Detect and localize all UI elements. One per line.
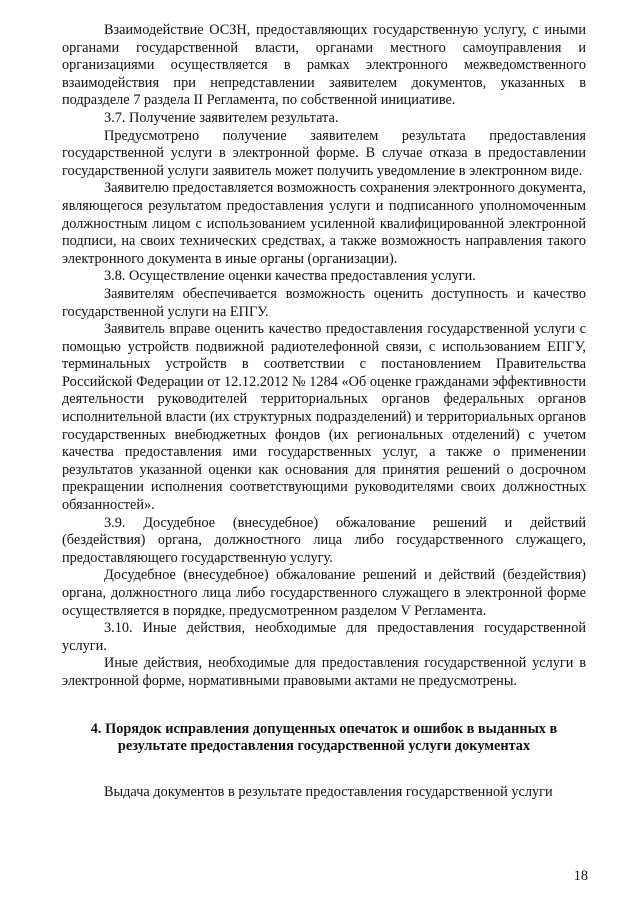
- paragraph-3-8-title: 3.8. Осуществление оценки качества предоставления услуги.: [104, 268, 476, 285]
- paragraph-3-10-title: 3.10. Иные действия, необходимые для предоставления государственной услуги.: [62, 620, 586, 654]
- paragraph-interaction: Взаимодействие ОСЗН, предоставляющих государственную услугу, с иными органами государственной власти, органами местного самоуправления и организациями осуществляется в рамках электронного межведомственного взаимодействия при непредставлении заявителем документов, указанных в подразделе 7 раздела II Регламента, по собственной инициативе.: [62, 22, 586, 109]
- paragraph-quality-epgu: Заявителям обеспечивается возможность оценить доступность и качество государственной услуги на ЕПГУ.: [62, 285, 586, 320]
- paragraph-appeal-electronic: Досудебное (внесудебное) обжалование решений и действий (бездействия) органа, должностного лица либо государственного служащего в электронной форме осуществляется в порядке, предусмотренном разделом V Регламента.: [62, 567, 586, 619]
- section-4-heading: 4. Порядок исправления допущенных опечаток и ошибок в выданных в результате предоставления государственной услуги документах: [90, 720, 558, 755]
- paragraph-other-actions: Иные действия, необходимые для предоставления государственной услуги в электронной форме, нормативными правовыми актами не предусмотрены.: [62, 655, 586, 689]
- paragraph-save-document: Заявителю предоставляется возможность сохранения электронного документа, являющегося результатом предоставления услуги и подписанного уполномоченным должностным лицом с использованием усиленной квалифицированной электронной подписи, на своих технических средствах, а также возможность направления такого электронного документа в иные органы (организации).: [62, 180, 586, 267]
- paragraph-document-issuance: Выдача документов в результате предоставления государственной услуги: [104, 783, 553, 800]
- paragraph-electronic-result: Предусмотрено получение заявителем результата предоставления государственной услуги в электронной форме. В случае отказа в предоставлении государственной услуги заявитель может получить уведомление в электронном виде.: [62, 127, 586, 179]
- document-page: [62, 22, 586, 801]
- paragraph-3-7-title: 3.7. Получение заявителем результата.: [104, 109, 339, 126]
- page-number: 18: [573, 868, 588, 884]
- paragraph-quality-assessment: Заявитель вправе оценить качество предоставления государственной услуги с помощью устройств подвижной радиотелефонной связи, с использованием ЕПГУ, терминальных устройств в соответствии с постановлением Правительства Российской Федерации от 12.12.2012 № 1284 «Об оценке гражданами эффективности деятельности руководителей территориальных органов федеральных органов исполнительной власти (их структурных подразделений) и территориальных органов государственных внебюджетных фондов (их региональных отделений) с учетом качества предоставления ими государственных услуг, а также о применении результатов указанной оценки как основания для принятия решений о досрочном прекращении исполнения соответствующими руководителями своих должностных обязанностей».: [62, 321, 586, 514]
- paragraph-3-9-title: 3.9. Досудебное (внесудебное) обжалование решений и действий (бездействия) органа, должностного лица либо государственного служащего, предоставляющего государственную услугу.: [62, 514, 586, 566]
